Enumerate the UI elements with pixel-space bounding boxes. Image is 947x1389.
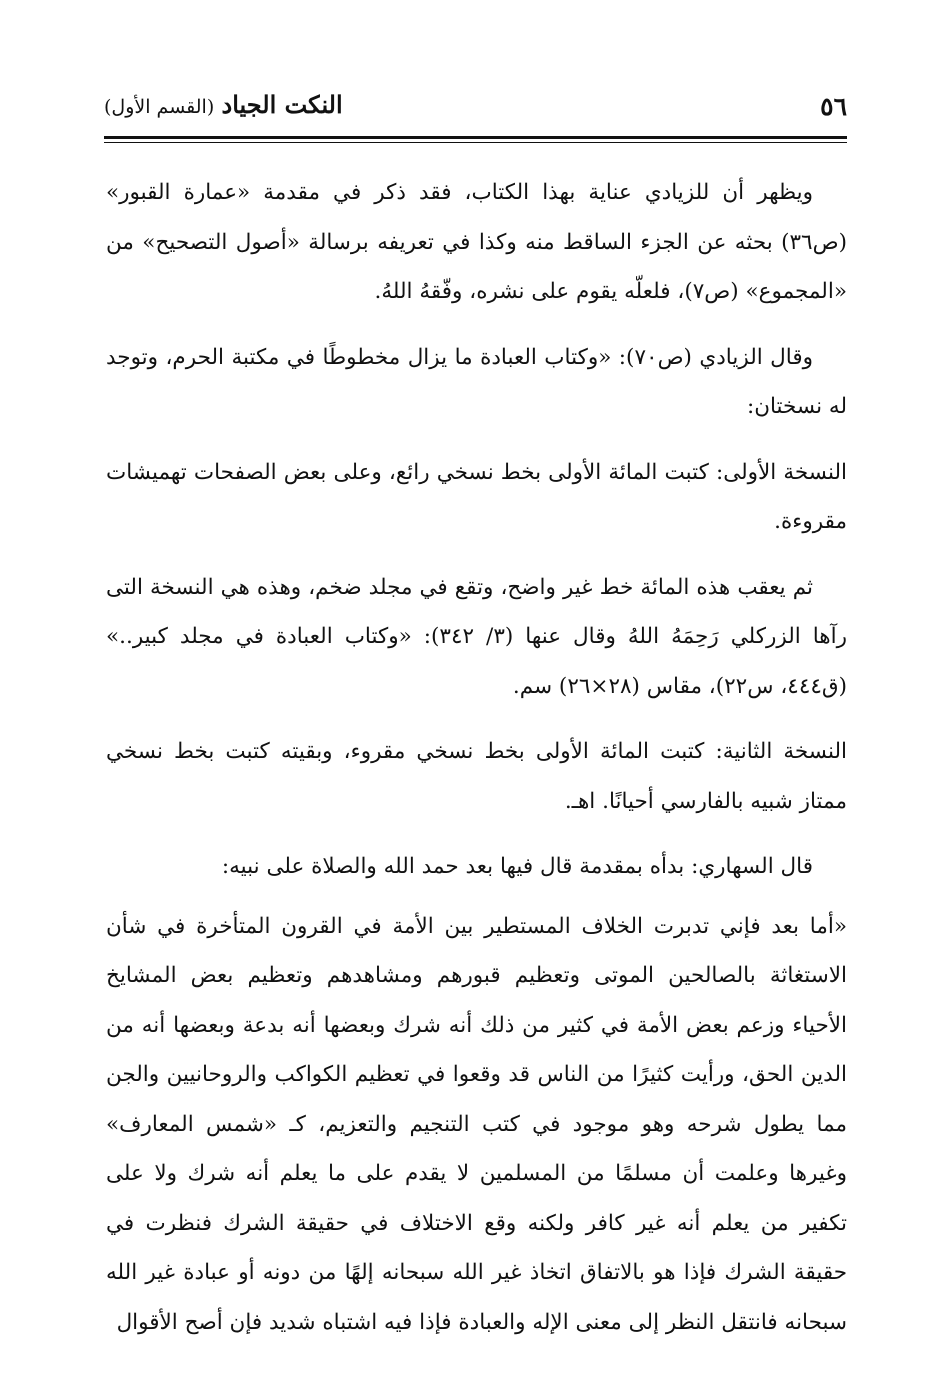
book-title: النكت الجياد (221, 90, 343, 119)
header-rule-thick (104, 136, 847, 139)
body-text (106, 168, 847, 1363)
paragraph-first-copy: النسخة الأولى: كتبت المائة الأولى بخط نسخي رائع، وعلى بعض الصفحات تهميشات مقروءة. (106, 459, 847, 534)
paragraph-author-preface: «أما بعد فإني تدبرت الخلاف المستطير بين الأمة في القرون المتأخرة في شأن الاستغاثة بالصالحين الموتى وتعظيم قبورهم ومشاهدهم وتعظيم بعض المشايخ الأحياء وزعم بعض الأمة في كثير من ذلك أنه شرك وبعضها أنه بدعة وبعضها أنه من الدين الحق، ورأيت كثيرًا من الناس قد وقعوا في تعظيم الكواكب والروحانيين والجن مما يطول شرحه وهو موجود في كتب التنجيم والتعزيم، كـ «شمس المعارف» وغيرها وعلمت أن مسلمًا من المسلمين لا يقدم على ما يعلم أنه شرك ولا على تكفير من يعلم أنه غير كافر ولكنه وقع الاختلاف في حقيقة الشرك فنظرت في حقيقة الشرك فإذا هو بالاتفاق اتخاذ غير الله سبحانه إلهًا من دونه أو عبادة غير الله سبحانه فانتقل النظر إلى معنى الإله والعبادة فإذا فيه اشتباه شديد فإن أصح الأقوال (106, 913, 847, 1335)
paragraph-zayadi-interest: ويظهر أن للزيادي عناية بهذا الكتاب، فقد ذكر في مقدمة «عمارة القبور» (ص٣٦) بحثه عن الجزء الساقط منه وكذا في تعريفه برسالة «أصول التصحيح» من «المجموع» (ص٧)، فلعلّه يقوم على نشره، وفّقهُ اللهُ. (106, 180, 847, 304)
running-title (104, 90, 343, 119)
section-label: (القسم الأول) (104, 96, 215, 118)
page-header (104, 86, 847, 130)
paragraph-second-copy: النسخة الثانية: كتبت المائة الأولى بخط نسخي مقروء، وبقيته كتبت بخط نسخي ممتاز شبيه بالفارسي أحيانًا. اهـ. (106, 739, 847, 814)
paragraph-zirikli-copy: ثم يعقب هذه المائة خط غير واضح، وتقع في مجلد ضخم، وهذه هي النسخة التى رآها الزركلي رَحِمَهُ اللهُ وقال عنها (٣/ ٣٤٢): «وكتاب العبادة في مجلد كبير..» (ق٤٤٤، س٢٢)، مقاس (٢٨×٢٦) سم. (106, 574, 848, 699)
page-number: ٥٦ (820, 92, 847, 121)
paragraph-suhari-intro: قال السهاري: بدأه بمقدمة قال فيها بعد حمد الله والصلاة على نبيه: (221, 854, 813, 879)
header-rule-thin (104, 142, 847, 143)
paragraph-zayadi-quote: وقال الزيادي (ص٧٠): «وكتاب العبادة ما يزال مخطوطًا في مكتبة الحرم، وتوجد له نسختان: (106, 344, 847, 419)
